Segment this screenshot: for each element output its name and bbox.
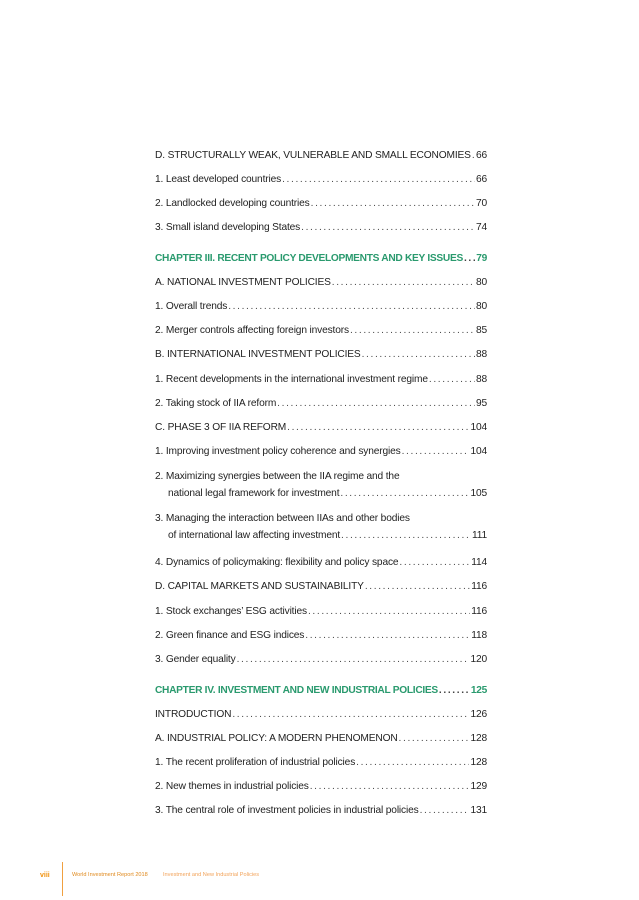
dot-leader — [305, 629, 470, 642]
toc-page-number: 125 — [470, 685, 487, 696]
toc-section-d-structurally-weak[interactable] — [155, 149, 487, 162]
dot-leader — [311, 197, 475, 210]
dot-leader — [362, 348, 475, 361]
toc-page-number: 116 — [471, 606, 487, 617]
toc-entry-title: CHAPTER III. RECENT POLICY DEVELOPMENTS AND KEY ISSUES — [155, 253, 463, 264]
toc-entry-title: 2. Taking stock of IIA reform — [155, 398, 277, 409]
toc-entry-title: of international law affecting investment — [168, 530, 341, 541]
toc-page-number: 66 — [475, 174, 487, 185]
toc-page-number: 74 — [475, 222, 487, 233]
dot-leader — [287, 421, 469, 434]
toc-page-number: 118 — [471, 630, 487, 641]
toc-chapter-iv[interactable] — [155, 684, 487, 697]
toc-page-number: 70 — [475, 198, 487, 209]
toc-entry-title: 1. Overall trends — [155, 301, 228, 312]
toc-item-least-developed[interactable] — [155, 173, 487, 186]
toc-page-number: 104 — [470, 446, 487, 457]
toc-page-number: 95 — [475, 398, 487, 409]
report-title: World Investment Report 2018 — [72, 872, 148, 878]
dot-leader — [365, 580, 470, 593]
toc-entry-title: 4. Dynamics of policymaking: flexibility and policy space — [155, 557, 399, 568]
toc-page-number: 128 — [470, 757, 487, 768]
toc-item-gender-equality[interactable] — [155, 653, 487, 666]
toc-page-number: 88 — [475, 349, 487, 360]
toc-entry-title: CHAPTER IV. INVESTMENT AND NEW INDUSTRIAL POLICIES — [155, 685, 438, 696]
dot-leader — [464, 252, 475, 265]
toc-entry-title: 3. Small island developing States — [155, 222, 301, 233]
toc-item-central-role[interactable] — [155, 804, 487, 817]
dot-leader — [310, 780, 470, 793]
toc-item-overall-trends[interactable] — [155, 300, 487, 313]
toc-entry-title-line1: 2. Maximizing synergies between the IIA regime and the — [155, 471, 400, 482]
toc-item-small-island[interactable] — [155, 221, 487, 234]
toc-item-merger-controls[interactable] — [155, 324, 487, 337]
toc-entry-title: 1. Least developed countries — [155, 174, 282, 185]
toc-entry-title: national legal framework for investment — [168, 488, 340, 499]
toc-chapter-iii[interactable] — [155, 252, 487, 265]
dot-leader — [429, 373, 475, 386]
toc-page-number: 126 — [470, 709, 487, 720]
dot-leader — [399, 732, 470, 745]
dot-leader — [402, 445, 470, 458]
toc-entry-title: 3. Gender equality — [155, 654, 236, 665]
toc-entry-title: B. INTERNATIONAL INVESTMENT POLICIES — [155, 349, 361, 360]
toc-item-recent-developments[interactable] — [155, 373, 487, 386]
toc-item-stock-exchanges[interactable] — [155, 605, 487, 618]
dot-leader — [399, 556, 470, 569]
toc-item-recent-proliferation[interactable] — [155, 756, 487, 769]
toc-page-number: 79 — [476, 253, 487, 264]
toc-page-number: 105 — [470, 488, 487, 499]
toc-section-d-capital-markets[interactable] — [155, 580, 487, 593]
toc-item-landlocked[interactable] — [155, 197, 487, 210]
toc-page-number: 66 — [475, 150, 487, 161]
dot-leader — [228, 300, 475, 313]
toc-entry-title: INTRODUCTION — [155, 709, 232, 720]
toc-item-taking-stock[interactable] — [155, 397, 487, 410]
dot-leader — [420, 804, 470, 817]
toc-item-managing-interaction[interactable] — [155, 512, 487, 542]
toc-section-a-national[interactable] — [155, 276, 487, 289]
toc-page-number: 104 — [470, 422, 487, 433]
dot-leader — [277, 397, 475, 410]
toc-entry-title: 1. The recent proliferation of industrial policies — [155, 757, 356, 768]
dot-leader — [282, 173, 475, 186]
toc-page-number: 85 — [475, 325, 487, 336]
toc-page-number: 120 — [470, 654, 487, 665]
toc-item-dynamics-policymaking[interactable] — [155, 556, 487, 569]
report-subtitle: Investment and New Industrial Policies — [163, 872, 260, 878]
toc-page-number: 80 — [475, 277, 487, 288]
toc-item-green-finance[interactable] — [155, 629, 487, 642]
toc-page-number: 116 — [471, 581, 487, 592]
toc-entry-title: 2. Landlocked developing countries — [155, 198, 310, 209]
toc-entry-title: 1. Improving investment policy coherence and synergies — [155, 446, 401, 457]
toc-page-number: 114 — [471, 557, 487, 568]
toc-page-number: 111 — [471, 530, 487, 541]
toc-page-number: 80 — [475, 301, 487, 312]
toc-item-new-themes[interactable] — [155, 780, 487, 793]
toc-introduction[interactable] — [155, 708, 487, 721]
toc-item-maximizing-synergies[interactable] — [155, 470, 487, 500]
dot-leader — [308, 605, 470, 618]
dot-leader — [356, 756, 469, 769]
toc-entry-title: 1. Recent developments in the international investment regime — [155, 374, 428, 385]
toc-entry-title: 1. Stock exchanges’ ESG activities — [155, 606, 307, 617]
dot-leader — [332, 276, 475, 289]
toc-section-b-international[interactable] — [155, 348, 487, 361]
toc-entry-title: D. CAPITAL MARKETS AND SUSTAINABILITY — [155, 581, 364, 592]
toc-entry-title: A. INDUSTRIAL POLICY: A MODERN PHENOMENON — [155, 733, 398, 744]
toc-entry-title: 2. New themes in industrial policies — [155, 781, 309, 792]
toc-entry-title: D. STRUCTURALLY WEAK, VULNERABLE AND SMALL ECONOMIES — [155, 150, 471, 161]
toc-entry-title: C. PHASE 3 OF IIA REFORM — [155, 422, 287, 433]
toc-page-number: 128 — [470, 733, 487, 744]
toc-section-c-phase3[interactable] — [155, 421, 487, 434]
footer-divider — [62, 862, 63, 896]
toc-entry-title-line1: 3. Managing the interaction between IIAs and other bodies — [155, 513, 410, 524]
dot-leader — [341, 529, 471, 542]
dot-leader — [232, 708, 469, 721]
toc-entry-title: 2. Merger controls affecting foreign investors — [155, 325, 349, 336]
toc-entry-title: A. NATIONAL INVESTMENT POLICIES — [155, 277, 331, 288]
toc-page-number: 88 — [475, 374, 487, 385]
dot-leader — [350, 324, 475, 337]
toc-item-policy-coherence[interactable] — [155, 445, 487, 458]
toc-entry-title: 3. The central role of investment policies in industrial policies — [155, 805, 419, 816]
dot-leader — [301, 221, 475, 234]
toc-entry-title: 2. Green finance and ESG indices — [155, 630, 305, 641]
dot-leader — [340, 487, 469, 500]
dot-leader — [439, 684, 470, 697]
page-number: viii — [40, 872, 50, 879]
toc-section-a-industrial-policy[interactable] — [155, 732, 487, 745]
toc-page-number: 129 — [470, 781, 487, 792]
toc-page-number: 131 — [470, 805, 487, 816]
dot-leader — [237, 653, 470, 666]
